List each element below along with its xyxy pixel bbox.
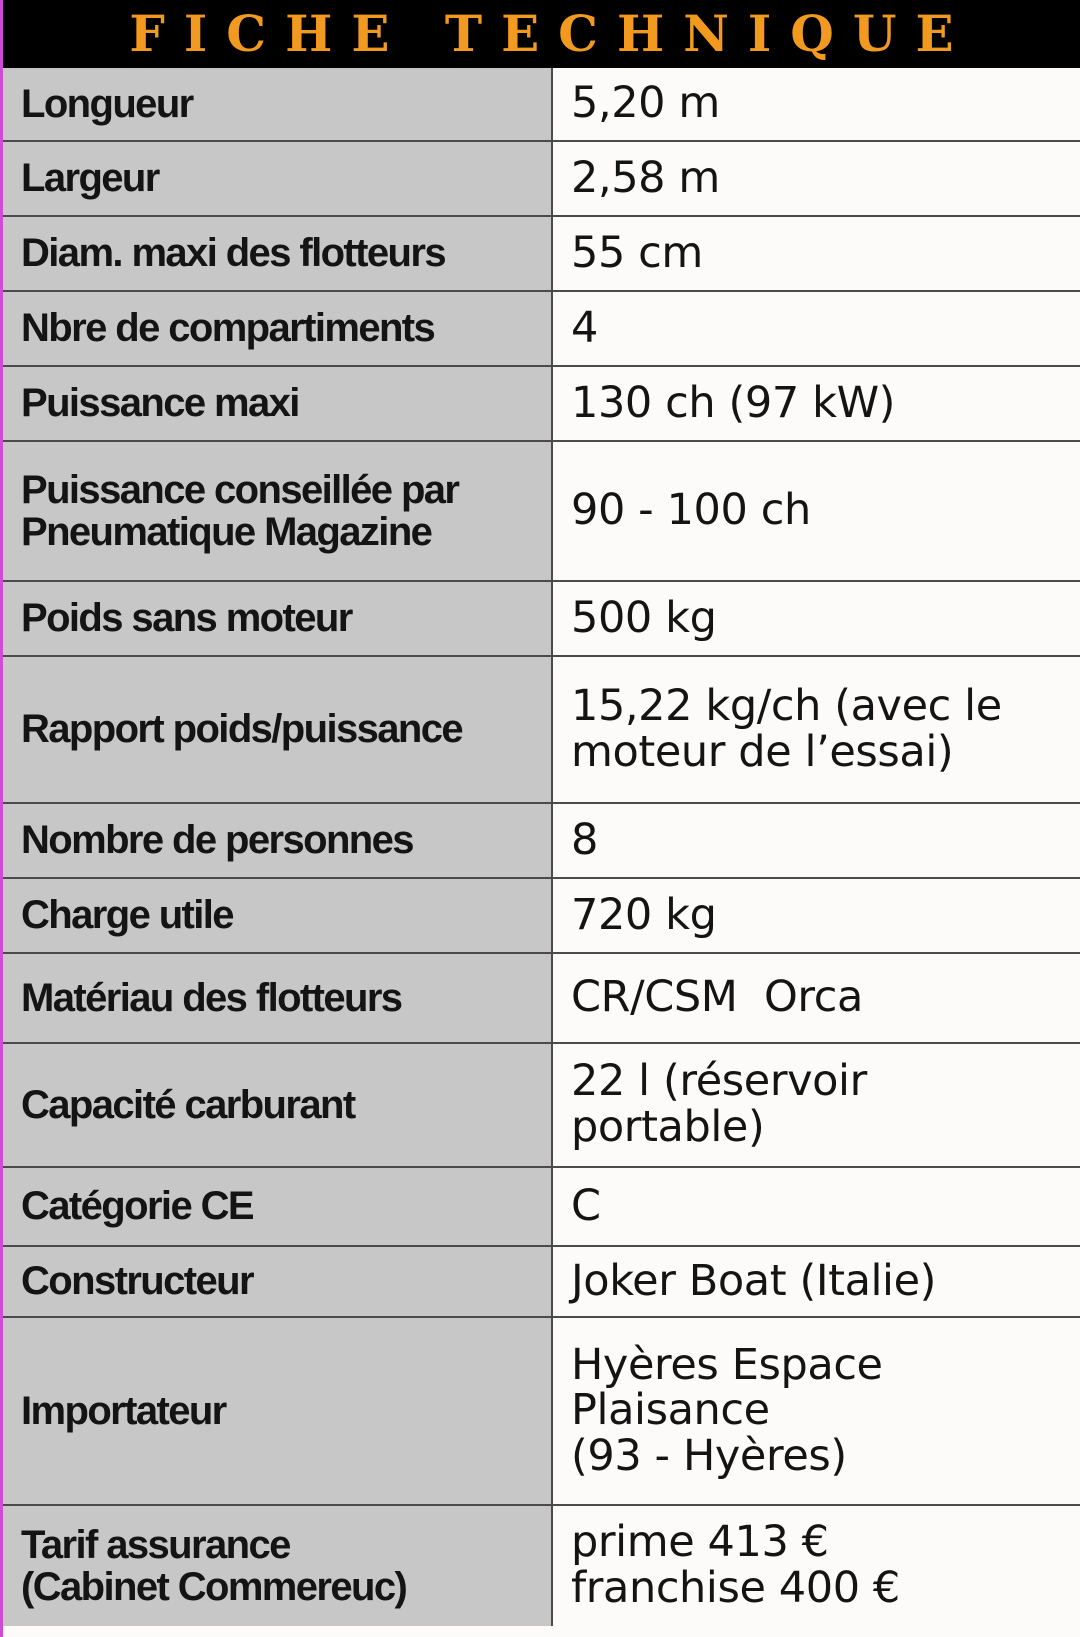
spec-value: 4 — [552, 291, 1080, 366]
spec-value: 2,58 m — [552, 141, 1080, 216]
title-bar — [3, 0, 1080, 68]
spec-row-longueur — [3, 68, 1080, 141]
spec-row-compartiments — [3, 291, 1080, 366]
spec-label: Largeur — [3, 141, 552, 216]
spec-row-charge-utile — [3, 878, 1080, 953]
spec-row-constructeur — [3, 1246, 1080, 1317]
spec-label: Nbre de compartiments — [3, 291, 552, 366]
spec-value: prime 413 € franchise 400 € — [552, 1505, 1080, 1626]
sheet-title: FICHE TECHNIQUE — [129, 4, 973, 63]
spec-label: Longueur — [3, 68, 552, 141]
spec-row-importateur — [3, 1317, 1080, 1505]
spec-label: Catégorie CE — [3, 1167, 552, 1246]
spec-value: 55 cm — [552, 216, 1080, 291]
spec-row-materiau-flotteurs — [3, 953, 1080, 1043]
spec-value: Hyères Espace Plaisance (93 - Hyères) — [552, 1317, 1080, 1505]
spec-value: C — [552, 1167, 1080, 1246]
spec-value: 8 — [552, 803, 1080, 878]
spec-table — [3, 68, 1080, 1626]
spec-row-capacite-carburant — [3, 1043, 1080, 1167]
spec-row-tarif-assurance — [3, 1505, 1080, 1626]
spec-row-poids-sans-moteur — [3, 581, 1080, 656]
spec-label: Capacité carburant — [3, 1043, 552, 1167]
spec-value: 22 l (réservoir portable) — [552, 1043, 1080, 1167]
spec-label: Constructeur — [3, 1246, 552, 1317]
spec-row-puissance-maxi — [3, 366, 1080, 441]
spec-label: Poids sans moteur — [3, 581, 552, 656]
spec-label: Diam. maxi des flotteurs — [3, 216, 552, 291]
spec-row-categorie-ce — [3, 1167, 1080, 1246]
spec-value: Joker Boat (Italie) — [552, 1246, 1080, 1317]
spec-label: Charge utile — [3, 878, 552, 953]
spec-row-puissance-conseillee — [3, 441, 1080, 581]
spec-row-diametre-flotteurs — [3, 216, 1080, 291]
spec-value: 720 kg — [552, 878, 1080, 953]
spec-label: Tarif assurance (Cabinet Commereuc) — [3, 1505, 552, 1626]
spec-label: Puissance conseillée par Pneumatique Magazine — [3, 441, 552, 581]
spec-row-nombre-personnes — [3, 803, 1080, 878]
spec-label: Importateur — [3, 1317, 552, 1505]
spec-value: 500 kg — [552, 581, 1080, 656]
spec-label: Puissance maxi — [3, 366, 552, 441]
spec-label: Rapport poids/puissance — [3, 656, 552, 803]
spec-value: 15,22 kg/ch (avec le moteur de l’essai) — [552, 656, 1080, 803]
spec-label: Matériau des flotteurs — [3, 953, 552, 1043]
spec-row-largeur — [3, 141, 1080, 216]
spec-label: Nombre de personnes — [3, 803, 552, 878]
spec-value: CR/CSM Orca — [552, 953, 1080, 1043]
spec-value: 5,20 m — [552, 68, 1080, 141]
spec-value: 90 - 100 ch — [552, 441, 1080, 581]
spec-value: 130 ch (97 kW) — [552, 366, 1080, 441]
spec-row-rapport-poids-puissance — [3, 656, 1080, 803]
